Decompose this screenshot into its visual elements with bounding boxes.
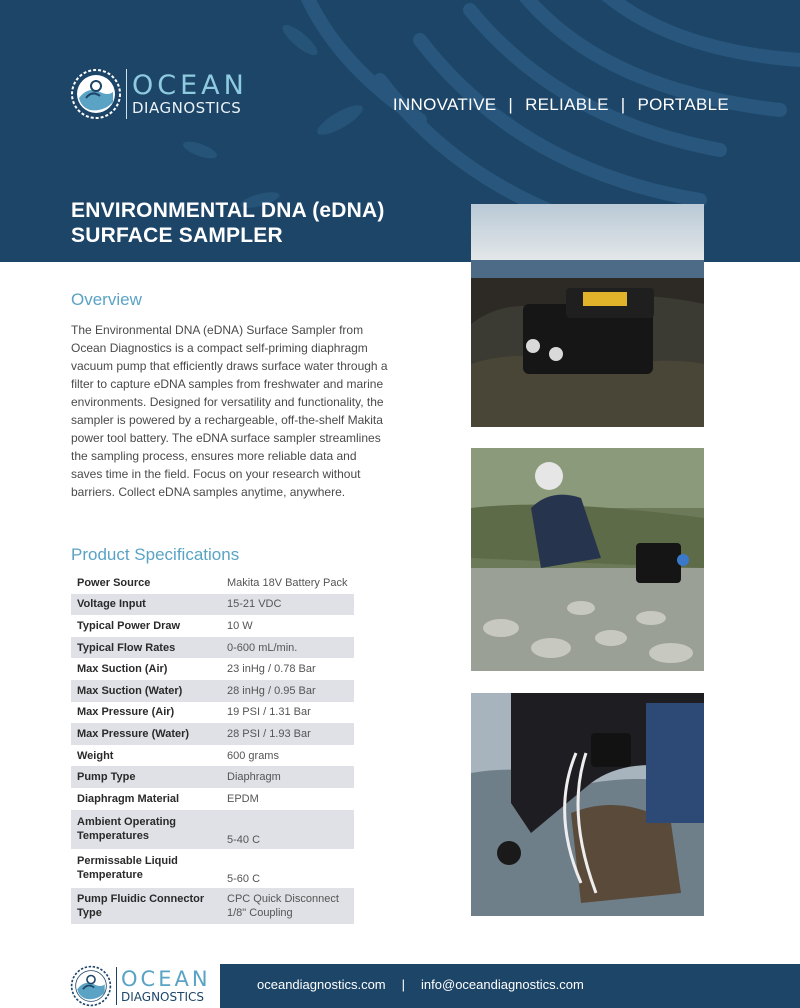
table-row <box>71 702 354 724</box>
spec-value: 15-21 VDC <box>227 598 282 611</box>
table-row <box>71 572 354 594</box>
spec-label: Permissable Liquid Temperature <box>77 855 178 882</box>
table-row <box>71 810 354 849</box>
footer-brand-name-bottom: DIAGNOSTICS <box>121 990 204 1004</box>
photo-sampler-on-rock <box>471 204 704 427</box>
table-row <box>71 637 354 659</box>
spec-label: Weight <box>77 749 114 762</box>
spec-value: 5-60 C <box>227 872 261 885</box>
spec-label: Max Suction (Air) <box>77 663 168 676</box>
tagline-reliable: RELIABLE <box>525 95 609 114</box>
website-link[interactable]: oceandiagnostics.com <box>257 977 386 992</box>
spec-label: Typical Flow Rates <box>77 641 176 654</box>
photo-researcher-sampling-stream <box>471 448 704 671</box>
overview-body: The Environmental DNA (eDNA) Surface Sampler from Ocean Diagnostics is a compact self-priming diaphragm vacuum pump that efficiently draws surface water through a filter to capture eDNA samples from freshwater and marine environments. Designed for versatility and functionality, the sampler is powered by a rechargeable, off-the-shelf Makita power tool battery. The eDNA surface sampler streamlines the sampling process, ensures more reliable data and saves time in the field. Focus on your research without barriers. Collect eDNA samples anytime, anywhere. <box>71 323 388 499</box>
tagline-separator: | <box>620 95 626 114</box>
brand-name-bottom: DIAGNOSTICS <box>132 99 242 117</box>
table-row <box>71 680 354 702</box>
tagline <box>393 95 729 115</box>
spec-value: Diaphragm <box>227 771 281 784</box>
brand-name-top: OCEAN <box>132 70 248 101</box>
wave-logo-icon <box>70 68 122 120</box>
spec-value: 28 inHg / 0.95 Bar <box>227 684 316 697</box>
spec-value: 0-600 mL/min. <box>227 641 298 654</box>
spec-value: 10 W <box>227 619 253 632</box>
table-row <box>71 849 354 888</box>
photo-hand-sampling-water <box>471 693 704 916</box>
wave-logo-icon <box>70 965 112 1007</box>
specs-heading: Product Specifications <box>71 545 240 564</box>
logo-divider <box>126 69 127 119</box>
spec-value: 19 PSI / 1.31 Bar <box>227 706 311 719</box>
spec-value: 28 PSI / 1.93 Bar <box>227 727 311 740</box>
page-title <box>71 198 385 248</box>
spec-value: 5-40 C <box>227 833 261 846</box>
title-line-2: SURFACE SAMPLER <box>71 224 283 247</box>
footer-contact <box>257 977 584 992</box>
specs-table <box>71 572 354 924</box>
spec-label: Max Pressure (Air) <box>77 706 175 719</box>
title-line-1: ENVIRONMENTAL DNA (eDNA) <box>71 199 385 222</box>
spec-label: Ambient Operating Temperatures <box>77 816 177 843</box>
tagline-portable: PORTABLE <box>637 95 729 114</box>
spec-label: Max Pressure (Water) <box>77 727 190 740</box>
spec-value: 600 grams <box>227 749 279 762</box>
logo-divider <box>116 967 117 1005</box>
table-row <box>71 888 354 924</box>
spec-label: Typical Power Draw <box>77 619 181 632</box>
spec-value: 23 inHg / 0.78 Bar <box>227 663 316 676</box>
table-row <box>71 658 354 680</box>
table-row <box>71 788 354 810</box>
footer-brand-name-top: OCEAN <box>121 967 211 991</box>
overview-heading: Overview <box>71 290 142 309</box>
spec-value: Makita 18V Battery Pack <box>227 576 348 589</box>
table-row <box>71 766 354 788</box>
spec-label: Pump Type <box>77 771 136 784</box>
spec-label: Voltage Input <box>77 598 146 611</box>
spec-value: EPDM <box>227 792 259 805</box>
footer <box>0 964 800 1008</box>
spec-label: Pump Fluidic Connector Type <box>77 892 205 919</box>
footer-brand-logo <box>70 964 211 1008</box>
contact-separator: | <box>401 977 406 992</box>
table-row <box>71 745 354 767</box>
spec-label: Diaphragm Material <box>77 792 180 805</box>
table-row <box>71 615 354 637</box>
tagline-innovative: INNOVATIVE <box>392 95 497 114</box>
table-row <box>71 594 354 616</box>
spec-label: Power Source <box>77 576 151 589</box>
email-link[interactable]: info@oceandiagnostics.com <box>421 977 584 992</box>
table-row <box>71 723 354 745</box>
brand-logo <box>70 68 248 120</box>
spec-value: CPC Quick Disconnect 1/8" Coupling <box>227 892 339 919</box>
tagline-separator: | <box>508 95 514 114</box>
spec-label: Max Suction (Water) <box>77 684 183 697</box>
